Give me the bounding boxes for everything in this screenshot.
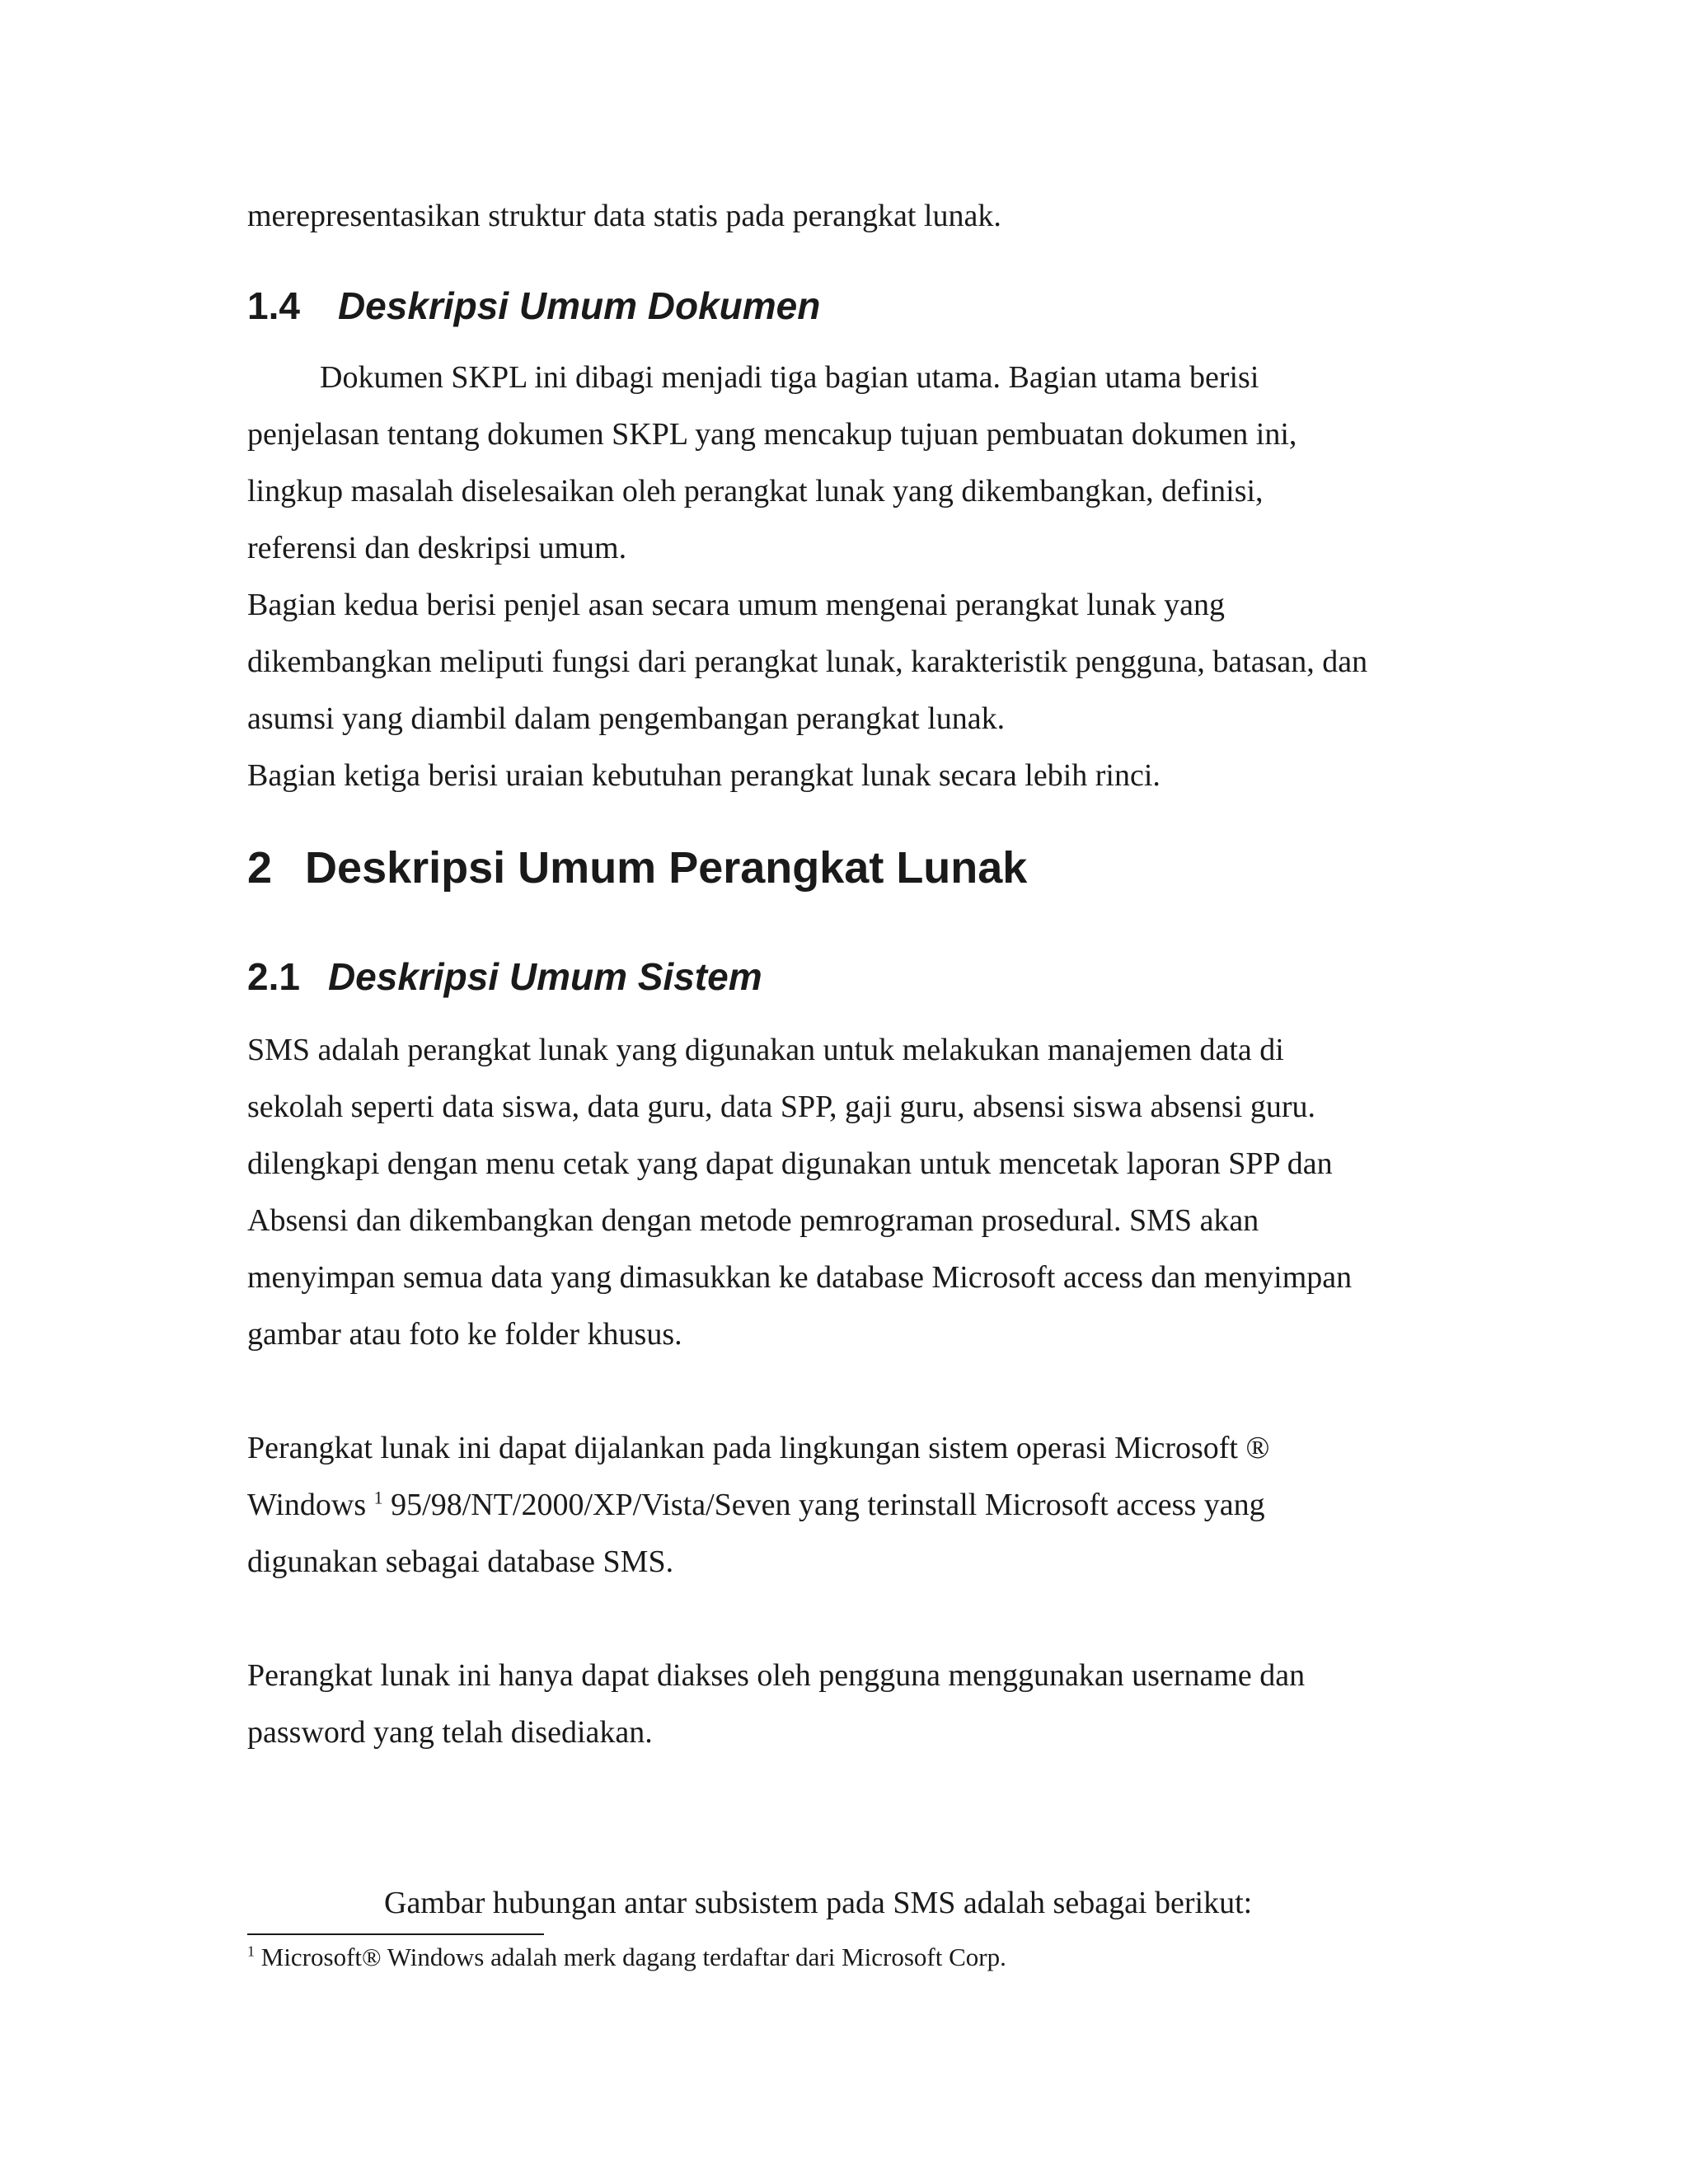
paragraph-line: asumsi yang diambil dalam pengembangan perangkat lunak. — [247, 701, 1006, 736]
paragraph-line: sekolah seperti data siswa, data guru, data SPP, gaji guru, absensi siswa absensi guru. — [247, 1090, 1315, 1124]
paragraph-line: Absensi dan dikembangkan dengan metode pemrograman prosedural. SMS akan — [247, 1203, 1259, 1238]
text-run: Windows — [247, 1488, 374, 1522]
paragraph-line: referensi dan deskripsi umum. — [247, 531, 627, 565]
figure-intro-line: Gambar hubungan antar subsistem pada SMS adalah sebagai berikut: — [384, 1886, 1253, 1920]
paragraph-line: digunakan sebagai database SMS. — [247, 1544, 674, 1579]
chapter-title: Deskripsi Umum Perangkat Lunak — [305, 843, 1028, 893]
paragraph-line: Bagian kedua berisi penjel asan secara umum mengenai perangkat lunak yang — [247, 588, 1225, 622]
paragraph-line: dikembangkan meliputi fungsi dari perangkat lunak, karakteristik pengguna, batasan, dan — [247, 644, 1368, 679]
footnote-reference: 1 — [373, 1487, 383, 1508]
paragraph-line: Bagian ketiga berisi uraian kebutuhan perangkat lunak secara lebih rinci. — [247, 758, 1160, 793]
paragraph-line: lingkup masalah diselesaikan oleh perangkat lunak yang dikembangkan, definisi, — [247, 474, 1264, 509]
paragraph-line: penjelasan tentang dokumen SKPL yang mencakup tujuan pembuatan dokumen ini, — [247, 417, 1297, 452]
paragraph-line — [247, 1477, 1265, 1534]
paragraph-line: password yang telah disediakan. — [247, 1715, 653, 1750]
paragraph-line: menyimpan semua data yang dimasukkan ke database Microsoft access dan menyimpan — [247, 1260, 1353, 1295]
footnote-separator — [247, 1933, 544, 1935]
section-2-1-heading — [247, 954, 762, 999]
section-number: 1.4 — [247, 284, 300, 327]
section-title: Deskripsi Umum Dokumen — [337, 284, 821, 327]
text-run: 95/98/NT/2000/XP/Vista/Seven yang terinstall Microsoft access yang — [382, 1488, 1265, 1522]
footnote-text: Microsoft® Windows adalah merk dagang terdaftar dari Microsoft Corp. — [255, 1943, 1006, 1971]
paragraph-line: Perangkat lunak ini hanya dapat diakses oleh pengguna menggunakan username dan — [247, 1658, 1306, 1693]
chapter-number: 2 — [247, 843, 273, 893]
paragraph-line: dilengkapi dengan menu cetak yang dapat digunakan untuk mencetak laporan SPP dan — [247, 1146, 1333, 1181]
section-1-4-heading — [247, 284, 820, 328]
intro-line: merepresentasikan struktur data statis pada perangkat lunak. — [247, 199, 1001, 233]
footnote-mark: 1 — [247, 1943, 255, 1960]
paragraph-line: gambar atau foto ke folder khusus. — [247, 1317, 682, 1352]
paragraph-line: SMS adalah perangkat lunak yang digunakan untuk melakukan manajemen data di — [247, 1033, 1284, 1067]
footnote — [247, 1941, 1006, 1974]
section-title: Deskripsi Umum Sistem — [327, 955, 762, 998]
chapter-2-heading — [247, 842, 1027, 893]
section-number: 2.1 — [247, 955, 300, 998]
paragraph-line: Perangkat lunak ini dapat dijalankan pada lingkungan sistem operasi Microsoft ® — [247, 1431, 1270, 1465]
paragraph-line: Dokumen SKPL ini dibagi menjadi tiga bagian utama. Bagian utama berisi — [320, 360, 1259, 395]
